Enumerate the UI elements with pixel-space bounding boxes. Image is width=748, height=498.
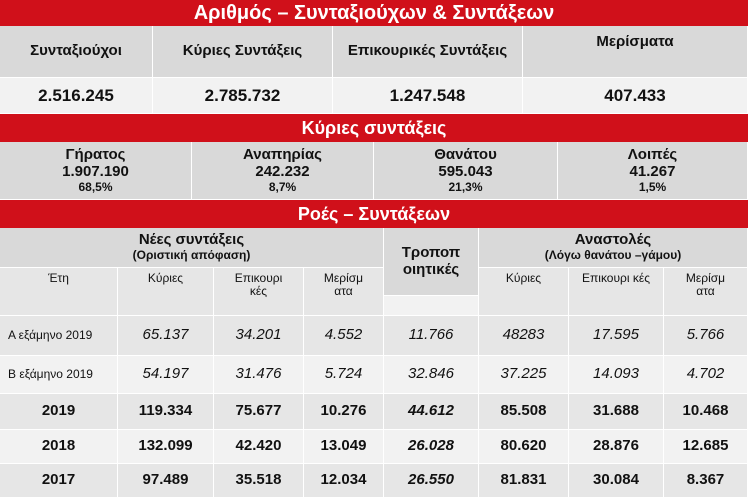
pension-type-label: Θανάτου	[434, 145, 497, 163]
col-header-susp-main: Κύριες	[479, 268, 569, 316]
pension-type-other	[558, 142, 748, 200]
pension-type-pct: 21,3%	[448, 179, 483, 194]
flows-title: Ροές – Συντάξεων	[0, 200, 748, 228]
cell-new-auxiliary: 42.420	[214, 430, 304, 464]
col-header-auxiliary: Επικουρι κές	[214, 268, 304, 316]
new-pensions-subtitle: (Οριστική απόφαση)	[132, 248, 251, 263]
pension-type-death	[374, 142, 558, 200]
new-pensions-header	[0, 228, 384, 268]
cell-new-main: 132.099	[118, 430, 214, 464]
totals-value-auxiliary-pensions: 1.247.548	[333, 78, 523, 114]
totals-header-auxiliary-pensions: Επικουρικές Συντάξεις	[333, 26, 523, 78]
row-period: 2017	[0, 464, 118, 498]
totals-header-pensioners: Συνταξιούχοι	[0, 26, 153, 78]
cell-susp-auxiliary: 17.595	[569, 316, 664, 356]
flows-data-rows	[0, 316, 748, 498]
pension-type-label: Γήρατος	[65, 145, 126, 163]
pension-type-value: 41.267	[629, 162, 676, 180]
main-title: Αριθμός – Συνταξιούχων & Συντάξεων	[0, 0, 748, 26]
pension-type-value: 595.043	[438, 162, 493, 180]
pension-type-pct: 68,5%	[78, 179, 113, 194]
totals-block	[0, 26, 748, 114]
cell-susp-main: 37.225	[479, 356, 569, 394]
pension-type-label: Λοιπές	[627, 145, 678, 163]
suspensions-title: Αναστολές	[574, 231, 652, 249]
cell-susp-dividends: 10.468	[664, 394, 748, 430]
cell-susp-dividends: 5.766	[664, 316, 748, 356]
pension-type-label: Αναπηρίας	[243, 145, 322, 163]
cell-new-dividends: 12.034	[304, 464, 384, 498]
row-period: Β εξάμηνο 2019	[0, 356, 118, 394]
cell-susp-auxiliary: 31.688	[569, 394, 664, 430]
totals-value-main-pensions: 2.785.732	[153, 78, 333, 114]
main-pensions-title: Κύριες συντάξεις	[0, 114, 748, 142]
pension-type-pct: 1,5%	[638, 179, 667, 194]
cell-new-auxiliary: 35.518	[214, 464, 304, 498]
cell-new-dividends: 4.552	[304, 316, 384, 356]
totals-value-pensioners: 2.516.245	[0, 78, 153, 114]
col-header-main: Κύριες	[118, 268, 214, 316]
cell-new-main: 119.334	[118, 394, 214, 430]
col-header-modifications	[384, 296, 479, 316]
cell-susp-dividends: 8.367	[664, 464, 748, 498]
cell-susp-main: 80.620	[479, 430, 569, 464]
cell-susp-main: 48283	[479, 316, 569, 356]
cell-new-dividends: 5.724	[304, 356, 384, 394]
main-pensions-block	[0, 142, 748, 200]
suspensions-subtitle: (Λόγω θανάτου –γάμου)	[544, 248, 682, 263]
row-period: 2019	[0, 394, 118, 430]
pension-type-pct: 8,7%	[268, 179, 297, 194]
row-period: 2018	[0, 430, 118, 464]
pension-type-disability	[192, 142, 374, 200]
cell-new-auxiliary: 34.201	[214, 316, 304, 356]
cell-susp-auxiliary: 14.093	[569, 356, 664, 394]
col-header-years: Έτη	[0, 268, 118, 316]
cell-susp-main: 85.508	[479, 394, 569, 430]
cell-modifications: 26.550	[384, 464, 479, 498]
cell-new-dividends: 13.049	[304, 430, 384, 464]
cell-new-main: 97.489	[118, 464, 214, 498]
cell-modifications: 11.766	[384, 316, 479, 356]
cell-new-main: 65.137	[118, 316, 214, 356]
col-header-dividends: Μερίσμ ατα	[304, 268, 384, 316]
cell-modifications: 26.028	[384, 430, 479, 464]
pension-type-value: 1.907.190	[62, 162, 129, 180]
flows-column-headers	[0, 268, 748, 316]
row-period: Α εξάμηνο 2019	[0, 316, 118, 356]
suspensions-header	[479, 228, 748, 268]
pension-type-value: 242.232	[255, 162, 310, 180]
cell-new-dividends: 10.276	[304, 394, 384, 430]
cell-susp-auxiliary: 28.876	[569, 430, 664, 464]
cell-new-main: 54.197	[118, 356, 214, 394]
col-header-susp-dividends: Μερίσμ ατα	[664, 268, 748, 316]
new-pensions-title: Νέες συντάξεις	[138, 231, 245, 249]
modifications-header: Τροποπ οιητικές	[384, 228, 479, 296]
pension-type-old-age	[0, 142, 192, 200]
cell-susp-dividends: 12.685	[664, 430, 748, 464]
totals-value-dividends: 407.433	[523, 78, 748, 114]
cell-susp-main: 81.831	[479, 464, 569, 498]
col-header-susp-auxiliary: Επικουρι κές	[569, 268, 664, 316]
cell-susp-dividends: 4.702	[664, 356, 748, 394]
cell-new-auxiliary: 75.677	[214, 394, 304, 430]
cell-modifications: 44.612	[384, 394, 479, 430]
cell-new-auxiliary: 31.476	[214, 356, 304, 394]
cell-modifications: 32.846	[384, 356, 479, 394]
totals-header-dividends: Μερίσματα	[523, 26, 748, 78]
totals-header-main-pensions: Κύριες Συντάξεις	[153, 26, 333, 78]
cell-susp-auxiliary: 30.084	[569, 464, 664, 498]
